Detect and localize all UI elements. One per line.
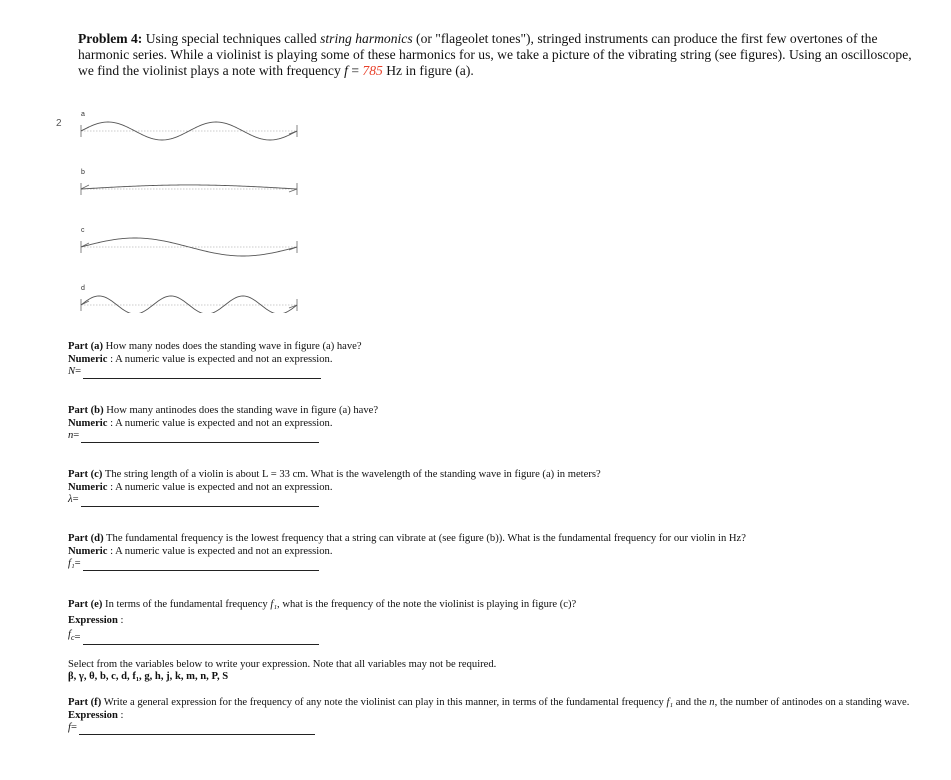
part-f-question-2: and the	[673, 697, 710, 708]
part-d	[68, 533, 938, 571]
string-right-end-d	[289, 299, 297, 311]
part-c-answer-field[interactable]	[81, 495, 319, 507]
part-d-type: Numeric	[68, 545, 108, 557]
part-e-question-1: In terms of the fundamental frequency	[102, 599, 271, 610]
part-d-symbol: f₁	[68, 558, 75, 569]
problem-text-2: (or "flageolet tones"), stringed instruments can produce the first few overtones of the harmonic series. While a violinist is playing some of these harmonics for us, we take a picture of the vibrating string (see figures). Using an oscilloscope, we find the violinist plays a note with frequency	[78, 31, 912, 78]
part-f-question-symbol-2: n	[709, 697, 715, 708]
part-f-question-3: , the number of antinodes on a standing wave.	[714, 697, 910, 708]
figure-label-a: a	[81, 111, 85, 118]
part-f-answer-field[interactable]	[79, 723, 315, 735]
part-e-question-2: , what is the frequency of the note the violinist is playing in figure (c)?	[277, 599, 577, 610]
margin-mark: 2	[56, 118, 62, 129]
part-f-eq: =	[70, 722, 77, 733]
part-f-note: :	[117, 709, 124, 721]
standing-wave-d	[81, 296, 297, 313]
figure-label-b: b	[81, 169, 85, 176]
part-e-vars-intro: Select from the variables below to write your expression. Note that all variables may not be required.	[68, 658, 497, 670]
part-e-note: :	[117, 614, 124, 626]
standing-wave-b	[81, 185, 297, 189]
freq-symbol: f	[344, 63, 348, 78]
part-f-question-1: Write a general expression for the frequency of any note the violinist can play in this manner, in terms of the fundamental frequency	[101, 697, 667, 708]
part-f-label: Part (f)	[68, 697, 102, 708]
part-b-label: Part (b)	[68, 405, 104, 416]
part-a-symbol: N	[68, 366, 76, 377]
string-right-end-a	[289, 125, 297, 137]
part-e-label: Part (e)	[68, 599, 103, 610]
part-a-eq: =	[75, 366, 82, 377]
part-c-question: The string length of a violin is about L = 33 cm. What is the wavelength of the standing wave in figure (a) in meters?	[102, 469, 601, 480]
part-c-symbol: λ	[68, 494, 73, 505]
problem-label: Problem 4:	[78, 31, 143, 46]
part-e-symbol: $f_c$	[68, 629, 75, 643]
freq-value: 785	[362, 63, 383, 78]
part-e-question-symbol: f₁	[270, 599, 278, 610]
part-a-answer-field[interactable]	[83, 367, 321, 379]
problem-statement	[78, 31, 928, 79]
part-d-label: Part (d)	[68, 533, 104, 544]
part-c-eq: =	[72, 494, 79, 505]
problem-text-3: Hz in figure (a).	[382, 63, 474, 78]
part-a	[68, 341, 938, 379]
part-b-symbol: n	[68, 430, 74, 441]
problem-text-1: Using special techniques called	[142, 31, 321, 46]
part-f-symbol: f	[68, 722, 71, 733]
part-a-type: Numeric	[68, 353, 108, 365]
part-b-eq: =	[73, 430, 80, 441]
part-b-note: : A numeric value is expected and not an expression.	[107, 417, 333, 429]
part-a-label: Part (a)	[68, 341, 103, 352]
part-e-eq: =	[74, 632, 81, 644]
part-e-answer-field[interactable]	[83, 633, 319, 645]
part-b-answer-field[interactable]	[81, 431, 319, 443]
part-f	[68, 697, 938, 735]
freq-eq: =	[347, 63, 363, 78]
part-d-note: : A numeric value is expected and not an expression.	[107, 545, 333, 557]
part-d-eq: =	[74, 558, 81, 569]
part-c	[68, 469, 938, 507]
part-a-question: How many nodes does the standing wave in figure (a) have?	[103, 341, 362, 352]
part-b-type: Numeric	[68, 417, 108, 429]
part-e-type: Expression	[68, 614, 118, 626]
string-figures	[55, 103, 335, 313]
part-f-type: Expression	[68, 709, 118, 721]
part-c-note: : A numeric value is expected and not an expression.	[107, 481, 333, 493]
problem-term: string harmonics	[320, 31, 413, 46]
part-a-note: : A numeric value is expected and not an expression.	[107, 353, 333, 365]
part-e	[68, 599, 938, 684]
part-b-question: How many antinodes does the standing wave in figure (a) have?	[103, 405, 379, 416]
figure-label-c: c	[81, 227, 85, 234]
part-b	[68, 405, 938, 443]
part-d-answer-field[interactable]	[83, 559, 319, 571]
part-c-type: Numeric	[68, 481, 108, 493]
figure-label-d: d	[81, 285, 85, 292]
part-e-variable-list[interactable]: β, γ, θ, b, c, d, f₁, g, h, j, k, m, n, P, S	[68, 671, 229, 683]
part-d-question: The fundamental frequency is the lowest frequency that a string can vibrate at (see figure (b)). What is the fundamental frequency for our violin in Hz?	[103, 533, 746, 544]
part-f-question-symbol: f₁	[666, 697, 674, 708]
part-c-label: Part (c)	[68, 469, 103, 480]
